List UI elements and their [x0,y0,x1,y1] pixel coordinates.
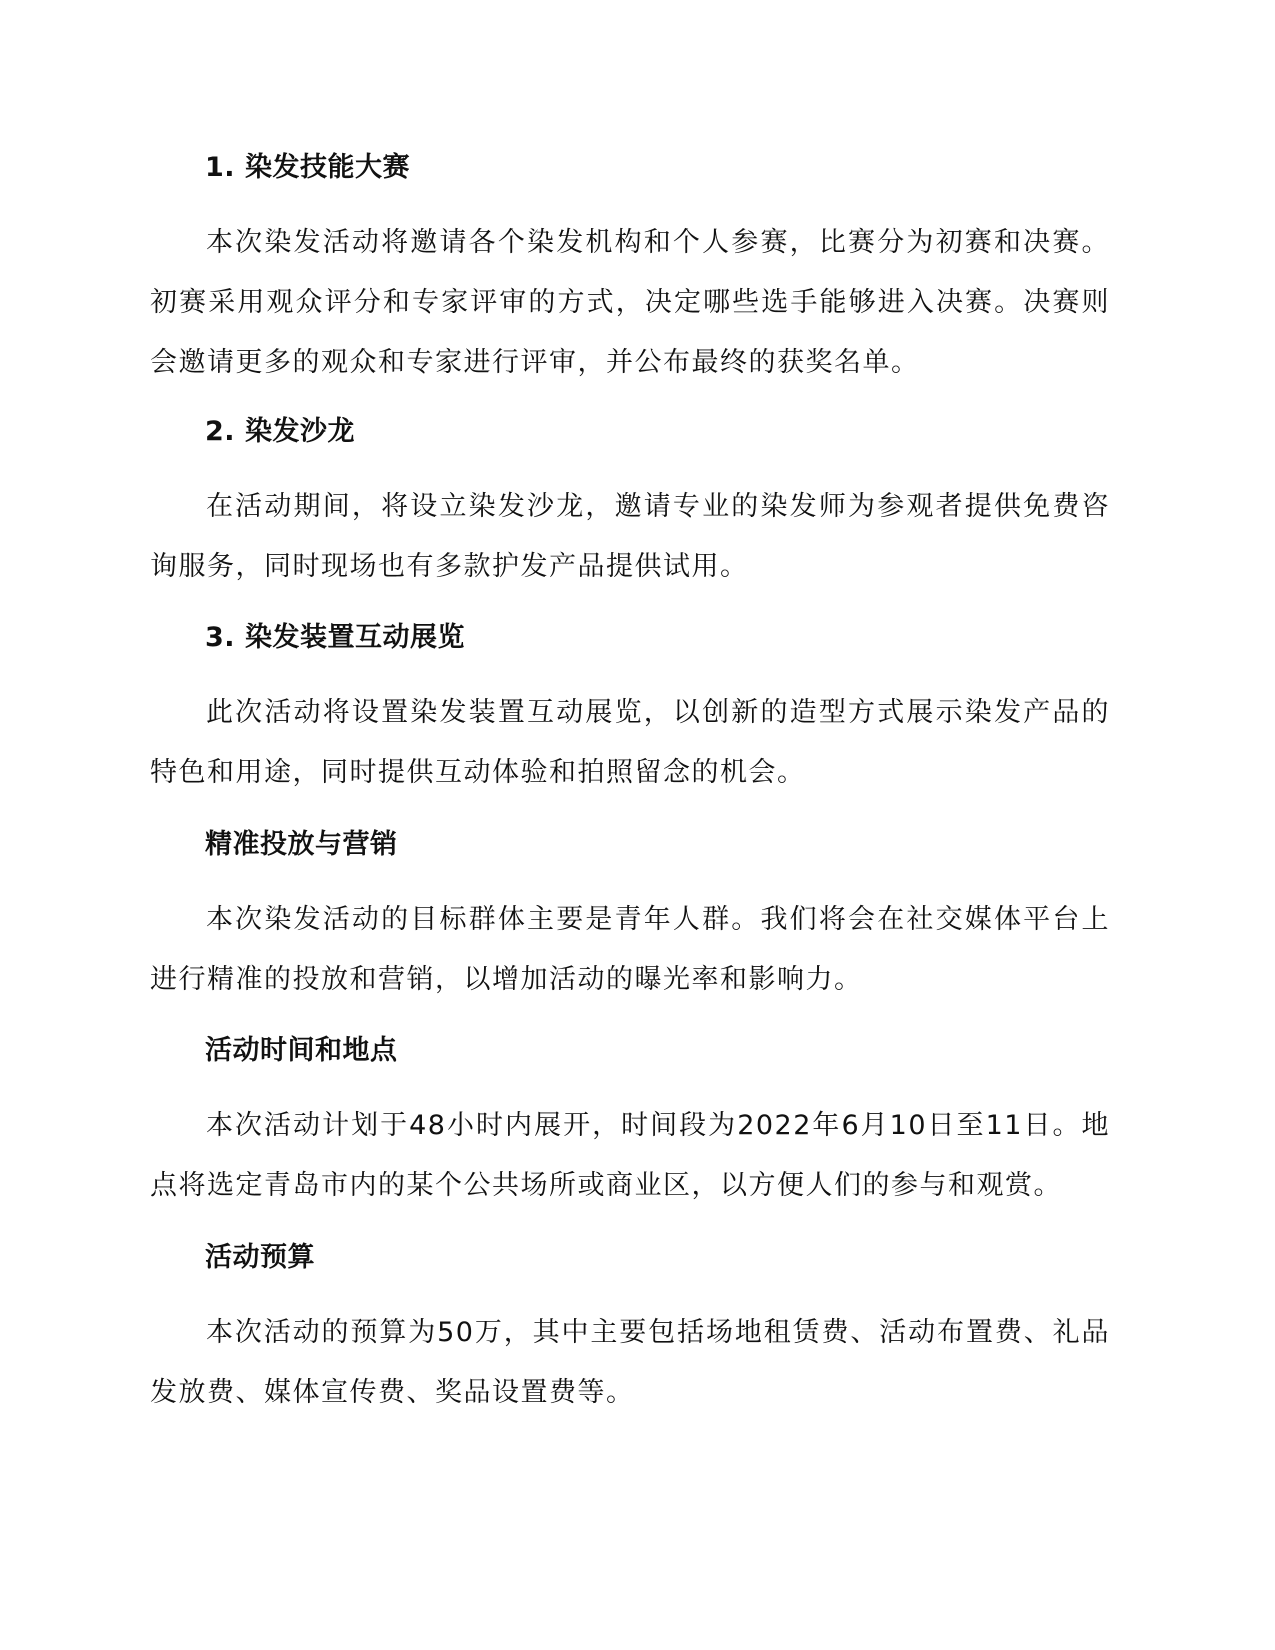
section-heading-exhibition: 3. 染发装置互动展览 [205,622,465,653]
section-heading-budget: 活动预算 [205,1242,315,1273]
section-heading-skills-contest: 1. 染发技能大赛 [205,152,410,183]
section-body-skills-contest: 本次染发活动将邀请各个染发机构和个人参赛，比赛分为初赛和决赛。初赛采用观众评分和专家评审的方式，决定哪些选手能够进入决赛。决赛则会邀请更多的观众和专家进行评审，并公布最终的获奖名单。 [150,227,1110,378]
section-heading-salon: 2. 染发沙龙 [205,416,355,447]
section-body-exhibition: 此次活动将设置染发装置互动展览，以创新的造型方式展示染发产品的特色和用途，同时提供互动体验和拍照留念的机会。 [150,697,1110,788]
section-heading-time-place: 活动时间和地点 [205,1035,398,1066]
section-body-time-place: 本次活动计划于48小时内展开，时间段为2022年6月10日至11日。地点将选定青岛市内的某个公共场所或商业区，以方便人们的参与和观赏。 [150,1110,1110,1201]
section-body-salon: 在活动期间，将设立染发沙龙，邀请专业的染发师为参观者提供免费咨询服务，同时现场也有多款护发产品提供试用。 [150,491,1110,582]
section-body-marketing: 本次染发活动的目标群体主要是青年人群。我们将会在社交媒体平台上进行精准的投放和营销，以增加活动的曝光率和影响力。 [150,904,1110,995]
section-heading-marketing: 精准投放与营销 [205,829,398,860]
section-body-budget: 本次活动的预算为50万，其中主要包括场地租赁费、活动布置费、礼品发放费、媒体宣传费、奖品设置费等。 [150,1317,1110,1408]
